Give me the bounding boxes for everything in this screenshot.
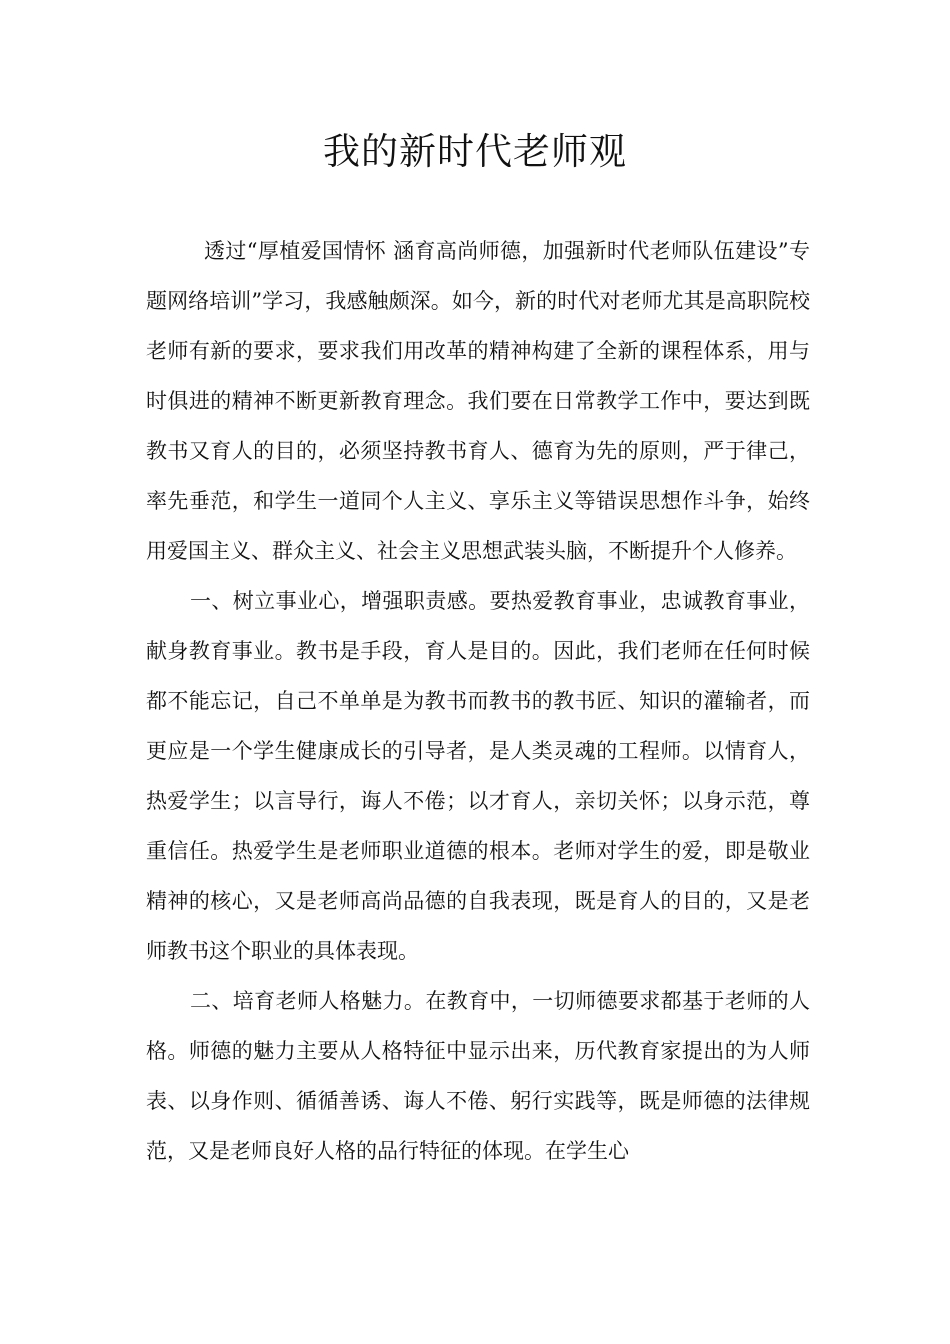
paragraph-section-two: 二、培育老师人格魅力。在教育中，一切师德要求都基于老师的人格。师德的魅力主要从人格特征中显示出来，历代教育家提出的为人师表、以身作则、循循善诱、诲人不倦、躬行实践等，既是师德的法律规范，又是老师良好人格的品行特征的体现。在学生心	[146, 989, 810, 1163]
document-title: 我的新时代老师观	[323, 130, 627, 173]
paragraph-section-one: 一、树立事业心，增强职责感。要热爱教育事业，忠诚教育事业，献身教育事业。教书是手段，育人是目的。因此，我们老师在任何时候都不能忘记，自己不单单是为教书而教书的教书匠、知识的灌输者，而更应是一个学生健康成长的引导者，是人类灵魂的工程师。以情育人，热爱学生；以言导行，诲人不倦；以才育人，亲切关怀；以身示范，尊重信任。热爱学生是老师职业道德的根本。老师对学生的爱，即是敬业精神的核心，又是老师高尚品德的自我表现，既是育人的目的，又是老师教书这个职业的具体表现。	[146, 589, 810, 963]
paragraph-intro: 透过“厚植爱国情怀 涵育高尚师德，加强新时代老师队伍建设”专题网络培训”学习，我感触颇深。如今，新的时代对老师尤其是高职院校老师有新的要求，要求我们用改革的精神构建了全新的课程体系，用与时俱进的精神不断更新教育理念。我们要在日常教学工作中，要达到既教书又育人的目的，必须坚持教书育人、德育为先的原则，严于律己，率先垂范，和学生一道同个人主义、享乐主义等错误思想作斗争，始终用爱国主义、群众主义、社会主义思想武装头脑，不断提升个人修养。	[146, 239, 810, 563]
document-body	[146, 226, 810, 1176]
